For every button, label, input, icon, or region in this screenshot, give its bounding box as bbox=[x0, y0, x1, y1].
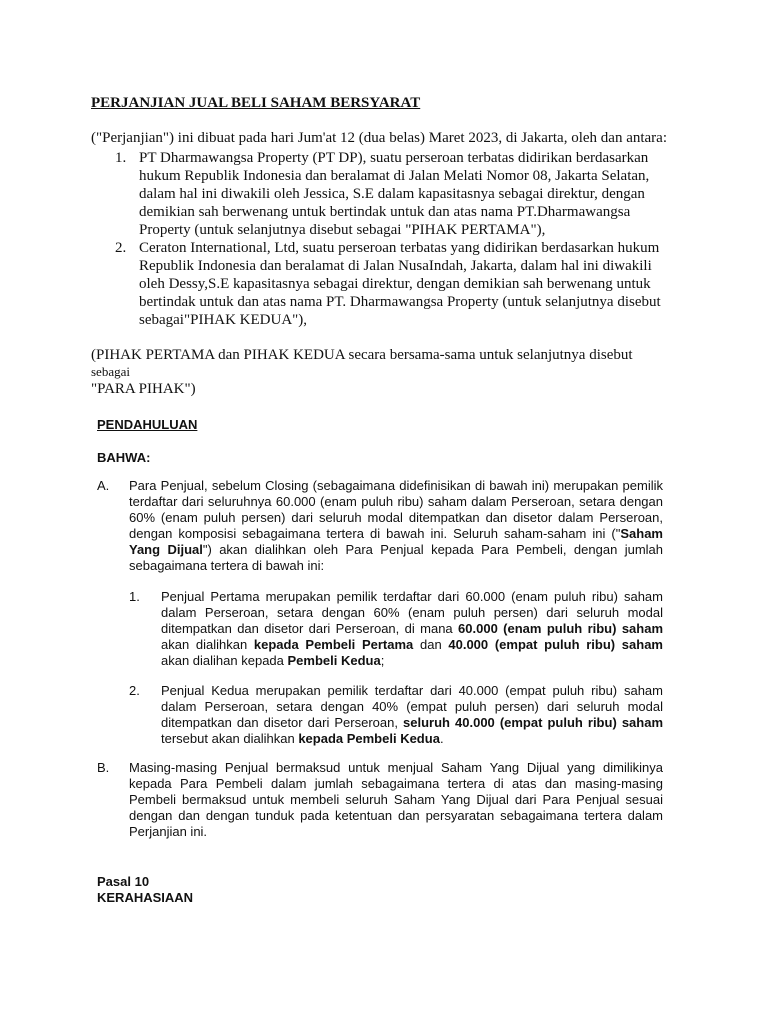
sub-text: . bbox=[439, 731, 444, 746]
recital-b-text: Masing-masing Penjual bermaksud untuk menjual Saham Yang Dijual yang dimilikinya kepada Para Pembeli dalam jumlah sebagaimana tertera di atas dan masing-masing Pembeli bermaksud untuk membeli seluruh Saham Yang Dijual dari Para Penjual sesuai dengan dan dengan tunduk pada ketentuan dan persyaratan sebagaimana tertera dalam Perjanjian ini. bbox=[129, 760, 663, 839]
recital-letter: B. bbox=[97, 760, 110, 775]
list-number: 1. bbox=[129, 589, 140, 604]
list-number: 1. bbox=[115, 150, 127, 166]
sub-text: akan dialihan kepada bbox=[161, 653, 288, 668]
party-list-item bbox=[115, 149, 679, 239]
sub-item bbox=[129, 589, 664, 669]
recital-letter: A. bbox=[97, 478, 110, 493]
sub-bold: 40.000 (empat puluh ribu) saham bbox=[448, 637, 663, 652]
collective-line: sebagai bbox=[91, 364, 130, 379]
collective-line: (PIHAK PERTAMA dan PIHAK KEDUA secara bersama-sama untuk selanjutnya disebut bbox=[91, 347, 633, 363]
sub-text: Penjual Kedua merupakan pemilik terdaftar dari 40.000 (empat puluh ribu) saham dalam Perseroan, setara dengan 40% (empat puluh persen) dari seluruh modal ditempatkan dan disetor dari Perseroan, bbox=[161, 683, 663, 730]
party-text: PT Dharmawangsa Property (PT DP), suatu perseroan terbatas didirikan berdasarkan hukum Republik Indonesia dan beralamat di Jalan Melati Nomor 08, Jakarta Selatan, dalam hal ini diwakili oleh Jessica, S.E dalam kapasitasnya sebagai direktur, dengan demikian sah berwenang untuk bertindak untuk dan atas nama PT.Dharmawangsa Property (untuk selanjutnya disebut sebagai "PIHAK PERTAMA"), bbox=[139, 150, 650, 238]
recital-b bbox=[97, 760, 663, 840]
sub-item-text bbox=[161, 683, 663, 747]
document-title: PERJANJIAN JUAL BELI SAHAM BERSYARAT bbox=[91, 95, 421, 111]
intro-paragraph: ("Perjanjian") ini dibuat pada hari Jum'at 12 (dua belas) Maret 2023, di Jakarta, oleh dan antara: bbox=[91, 130, 668, 146]
recital-a-text bbox=[129, 478, 663, 574]
list-number: 2. bbox=[115, 240, 127, 256]
sub-item-text bbox=[161, 589, 663, 669]
sub-bold: 60.000 (enam puluh ribu) saham bbox=[458, 621, 664, 636]
sub-text: akan dialihkan bbox=[161, 637, 254, 652]
party-text: Ceraton International, Ltd, suatu perseroan terbatas yang didirikan berdasarkan hukum Republik Indonesia dan beralamat di Jalan NusaIndah, Jakarta, dalam hal ini diwakili oleh Dessy,S.E kapasitasnya sebagai direktur, dengan demikian sah berwenang untuk bertindak untuk dan atas nama PT. Dharmawangsa Property (untuk selanjutnya disebut sebagai"PIHAK KEDUA"), bbox=[139, 240, 661, 328]
list-number: 2. bbox=[129, 683, 140, 698]
party-list-item bbox=[115, 239, 679, 329]
bahwa-heading: BAHWA: bbox=[97, 450, 151, 465]
article-title: KERAHASIAAN bbox=[97, 890, 194, 905]
sub-bold: seluruh 40.000 (empat puluh ribu) saham bbox=[403, 715, 664, 730]
recital-text: Para Penjual, sebelum Closing (sebagaimana didefinisikan di bawah ini) merupakan pemilik terdaftar dari seluruhnya 60.000 (enam puluh ribu) saham dalam Perseroan, setara dengan 60% (enam puluh persen) dari seluruh modal ditempatkan dan disetor dalam Perseroan, dengan komposisi sebagaimana tertera di bawah ini. Seluruh saham-saham ini (" bbox=[129, 478, 663, 541]
sub-bold: Pembeli Kedua bbox=[287, 653, 381, 668]
defined-term: Saham Yang Dijual bbox=[129, 526, 663, 557]
sub-text: tersebut akan dialihkan bbox=[161, 731, 299, 746]
collective-clause bbox=[91, 346, 691, 398]
recital-text: ") akan dialihkan oleh Para Penjual kepada Para Pembeli, dengan jumlah sebagaimana tertera di bawah ini: bbox=[129, 542, 663, 573]
sub-bold: kepada Pembeli Pertama bbox=[253, 637, 414, 652]
sub-text: ; bbox=[380, 653, 385, 668]
sub-item bbox=[129, 683, 664, 747]
article-number: Pasal 10 bbox=[97, 874, 150, 889]
sub-text: Penjual Pertama merupakan pemilik terdaftar dari 60.000 (enam puluh ribu) saham dalam Perseroan, setara dengan 60% (enam puluh persen) dari seluruh modal ditempatkan dan disetor dari Perseroan, di mana bbox=[161, 589, 663, 636]
collective-line: "PARA PIHAK") bbox=[91, 381, 196, 397]
section-heading-pendahuluan: PENDAHULUAN bbox=[97, 417, 198, 432]
sub-bold: kepada Pembeli Kedua bbox=[298, 731, 440, 746]
recital-a bbox=[97, 478, 663, 574]
sub-text: dan bbox=[413, 637, 449, 652]
